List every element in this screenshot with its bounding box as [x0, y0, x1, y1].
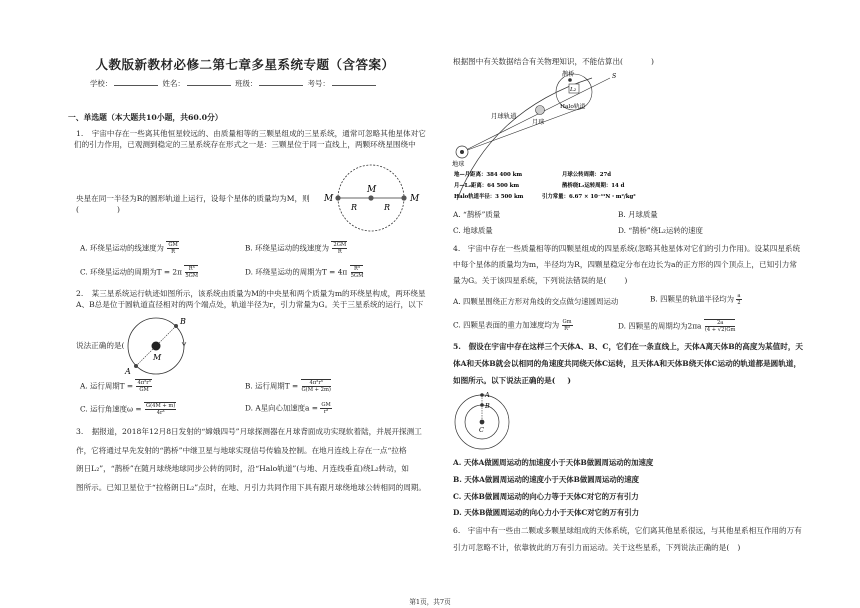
q2-label-a: A — [125, 367, 131, 376]
section-title: 一、单选题（本大题共10小题，共60.0分） — [68, 113, 223, 122]
q1-line3: 央星在同一半径为R的圆形轨道上运行，设每个星体的质量均为M，则( — [76, 194, 310, 214]
q5-number: 5. — [453, 342, 461, 351]
q3-data-1: 地—月距离：384 400 km — [454, 172, 523, 178]
q1-option-b[interactable] — [245, 241, 347, 255]
q3-line5-wrap — [453, 56, 654, 67]
q1-a-num: GM — [168, 242, 178, 248]
q4-option-b-text: B. 四颗星的轨道半径均为 — [650, 294, 735, 304]
q3-line2: 作，它将通过早先发射的“鹊桥”中继卫星与地球实现信号传输及控制。在地月连线上存在一点“拉格 — [76, 445, 407, 455]
question-5 — [453, 338, 823, 389]
question-3 — [76, 423, 444, 497]
q3-data-3: 月—L₂距离：64 500 km — [454, 183, 520, 189]
class-blank[interactable] — [259, 79, 303, 86]
q1-line2: 们的引力作用，已观测到稳定的三星系统存在形式之一是：三颗星位于同一直线上，两颗环绕星围绕中 — [74, 140, 416, 149]
q3-option-a[interactable]: A. “鹊桥”质量 — [453, 210, 501, 219]
q1-option-c-text: C. 环绕星运动的周期为T = 2π — [80, 267, 182, 277]
q2-c-den: 4r³ — [156, 410, 165, 416]
q3-moon — [536, 106, 545, 115]
q3-line5: 根据图中有关数据结合有关物理知识，不能估算出( — [453, 57, 624, 66]
q4-option-a[interactable]: A. 四颗星围绕正方形对角线的交点做匀速圆周运动 — [453, 297, 619, 306]
q5-option-c[interactable]: C. 天体B做圆周运动的向心力等于天体C对它的万有引力 — [453, 492, 639, 501]
name-label: 姓名： — [162, 79, 185, 88]
q5-label-a: A — [485, 391, 490, 399]
q5-figure — [454, 388, 514, 452]
q6-paren-close: ) — [737, 543, 741, 552]
q2-option-d[interactable] — [245, 402, 332, 415]
q5-label-c: C — [479, 426, 484, 434]
page-title: 人教版新教材必修二第七章多星系统专题（含答案） — [95, 57, 395, 72]
q3-label-s: S — [612, 73, 617, 80]
q1-line3-wrap — [76, 193, 336, 215]
q4-line1: 宇宙中存在一些质量相等的四颗星组成的四星系统(忽略其他星体对它们的引力作用)。设某四星系统 — [467, 244, 801, 253]
q6-line2: 引力可忽略不计，依靠彼此的万有引力而运动。关于这些星系，下列说法正确的是( — [453, 543, 730, 552]
q2-b-num: 4π²r³ — [302, 380, 331, 387]
q2-c-num: G(4M + m) — [145, 403, 176, 409]
q3-data-6: 引力常量：6.67 × 10⁻¹¹N・m²/kg² — [542, 194, 636, 200]
question-1 — [76, 128, 436, 150]
q4-option-b[interactable] — [650, 293, 742, 306]
q3-moon-orbit — [457, 78, 592, 200]
q2-b-den: G(M + 2m) — [301, 387, 331, 393]
q4-d-num: 2a — [705, 320, 736, 327]
q5-line2: 体A和天体B就会以相同的角速度共同绕天体C运转，且天体A和天体B绕天体C运动的轨道都是圆轨道， — [453, 359, 802, 368]
q1-number: 1. — [76, 129, 84, 138]
q2-star-a — [134, 364, 138, 368]
q2-d-num: GM — [321, 402, 331, 408]
q3-label-queqiao: 鹊桥 — [562, 71, 575, 78]
school-label: 学校： — [90, 79, 113, 88]
q1-option-a[interactable] — [80, 241, 179, 255]
q1-d-den: 5GM — [350, 273, 364, 279]
q2-option-b-text: B. 运行周期T = — [245, 381, 299, 391]
q3-option-b[interactable]: B. 月球质量 — [618, 210, 658, 219]
q5-option-d[interactable]: D. 天体B做圆周运动的向心力小于天体C对它的万有引力 — [453, 508, 640, 517]
q1-a-den: R — [171, 249, 175, 255]
exam-no-label: 考号： — [307, 79, 330, 88]
q2-center-star — [152, 342, 161, 351]
q3-line1: 据报道，2018年12月8日发射的“嫦娥四号”月球探测器在月球背面成功实现软着陆，并展开探测工 — [91, 427, 422, 436]
q1-d-num: R³ — [351, 266, 364, 273]
q6-number: 6. — [453, 526, 461, 535]
q2-a-num: 4π²r³ — [137, 380, 151, 386]
q2-label-m: M — [153, 353, 162, 362]
q3-queqiao-sat — [568, 78, 572, 82]
q1-label-m-left: M — [324, 194, 334, 204]
student-info — [90, 78, 410, 89]
q4-d-den: (4 + √2)Gm — [704, 327, 736, 333]
q6-line1: 宇宙中有一些由二颗或多颗星球组成的天体系统，它们离其他星系很远，与其他星系相互作用的万有 — [467, 526, 802, 535]
q1-option-d-text: D. 环绕星运动的周期为T = 4π — [245, 267, 348, 277]
q1-option-c[interactable] — [80, 265, 198, 279]
q3-data-4: 鹊桥绕L₂运转周期：14 d — [562, 183, 625, 189]
q1-option-d[interactable] — [245, 265, 363, 279]
q5-body-c — [480, 420, 485, 425]
q5-body-a — [480, 393, 484, 397]
q4-b-num: a — [737, 293, 741, 299]
q2-line3: 说法正确的是( — [76, 341, 125, 350]
school-blank[interactable] — [114, 79, 158, 86]
q5-option-a[interactable]: A. 天体A做圆周运动的加速度小于天体B做圆周运动的加速度 — [453, 458, 654, 467]
exam-no-blank[interactable] — [332, 79, 376, 86]
name-blank[interactable] — [187, 79, 231, 86]
q1-star-left — [335, 195, 340, 200]
q3-earth-moon-line — [462, 107, 584, 152]
q3-line3: 朗日L₂”，“鹊桥”在随月球绕地球同步公转的同时，沿“Halo轨道”(与地、月连线垂直)绕L₂转动，如 — [76, 464, 410, 473]
q3-data-2: 月球公转周期：27d — [562, 172, 612, 178]
q4-line2: 中每个星体的质量均为m，半径均为R，四颗星稳定分布在边长为a的正方形的四个顶点上，已知引力常 — [453, 260, 797, 269]
q4-number: 4. — [453, 244, 461, 253]
q5-line3: 如图所示。以下说法正确的是( — [453, 376, 556, 385]
q3-earth-l2-line — [462, 78, 610, 152]
q3-label-moon-orbit: 月球轨道 — [491, 112, 517, 120]
q3-label-halo: Halo轨道 — [560, 104, 586, 110]
q1-c-num: R³ — [185, 266, 198, 273]
q5-label-b: B — [485, 402, 490, 410]
q1-option-a-text: A. 环绕星运动的线速度为 — [80, 243, 164, 253]
q3-paren-close: ) — [651, 57, 654, 66]
q4-option-c-text: C. 四颗星表面的重力加速度均为 — [453, 320, 560, 330]
q2-option-d-text: D. A星向心加速度a = — [245, 403, 318, 413]
q3-label-l2: L₂ — [570, 87, 577, 93]
q3-line4: 图所示。已知卫星位于“拉格朗日L₂”点时，在地、月引力共同作用下具有跟月球绕地球公转相同的周期。 — [76, 482, 426, 492]
q1-star-right — [401, 195, 406, 200]
page-footer: 第1页，共7页 — [409, 598, 451, 606]
q1-label-m-right: M — [410, 194, 420, 204]
q5-option-b[interactable]: B. 天体A做圆周运动的速度小于天体B做圆周运动的速度 — [453, 475, 639, 484]
q5-line1: 假设在宇宙中存在这样三个天体A、B、C，它们在一条直线上，天体A离天体B的高度为某值时，天 — [468, 342, 804, 351]
q4-option-d-text: D. 四颗星的周期均为2πa — [618, 321, 702, 331]
q2-star-b — [174, 324, 178, 328]
q2-a-den: GM — [139, 387, 149, 393]
q2-line1: 某三星系统运行轨迹如图所示，该系统由质量为M的中央星和两个质量为m的环绕星构成，两环绕星 — [91, 289, 426, 298]
q2-label-b: B — [180, 317, 186, 326]
q3-label-earth: 地球 — [452, 161, 465, 168]
q1-figure — [318, 162, 428, 232]
q4-b-den: 2 — [737, 300, 741, 306]
q4-line3: 量为G。关于该四星系统，下列说法错误的是( — [453, 276, 607, 285]
q5-paren-close: ) — [567, 376, 571, 385]
q2-option-c[interactable] — [80, 402, 176, 416]
q1-b-num: 2GM — [333, 242, 347, 248]
q1-b-den: R — [337, 249, 342, 255]
q3-figure — [452, 70, 652, 206]
q4-option-d[interactable] — [618, 319, 735, 333]
q4-c-num: Gm — [562, 319, 572, 325]
q1-paren-close: ) — [116, 205, 120, 214]
q2-figure — [120, 312, 194, 380]
q3-number: 3. — [76, 427, 84, 436]
q4-option-c[interactable] — [453, 319, 573, 332]
q1-star-center — [368, 195, 373, 200]
q2-option-a-text: A. 运行周期T = — [80, 381, 134, 391]
q2-option-b[interactable] — [245, 379, 331, 393]
class-label: 班级： — [235, 79, 258, 88]
q2-number: 2. — [76, 289, 84, 298]
q3-data-5: Halo轨道半径：3 500 km — [454, 194, 524, 200]
q1-c-den: 5GM — [185, 273, 199, 279]
q3-option-d[interactable]: D. “鹊桥”绕L₂运转的速度 — [618, 226, 703, 235]
q1-label-r-right: R — [384, 203, 391, 212]
q1-label-m-center: M — [367, 185, 377, 195]
q3-option-c[interactable]: C. 地球质量 — [453, 226, 493, 235]
q2-line2: A、B总是位于圆轨道直径相对的两个端点处，轨道半径为r，引力常量为G。关于三星系统的运行，以下 — [76, 300, 424, 309]
q1-label-r-left: R — [351, 203, 358, 212]
q3-label-moon: 月球 — [532, 119, 545, 126]
question-2 — [76, 288, 441, 310]
question-6 — [453, 522, 825, 556]
q1-line1: 宇宙中存在一些离其他恒星较远的、由质量相等的三颗星组成的三星系统，通常可忽略其他星体对它 — [91, 129, 426, 138]
q2-option-c-text: C. 运行角速度ω = — [80, 404, 142, 414]
q4-paren-close: ) — [624, 276, 628, 285]
q5-body-b — [480, 403, 484, 407]
q2-d-den: r² — [323, 409, 329, 415]
q2-option-a[interactable] — [80, 379, 152, 393]
q3-earth-core — [460, 150, 464, 154]
q4-c-den: R² — [564, 326, 571, 332]
q1-option-b-text: B. 环绕星运动的线速度为 — [245, 243, 330, 253]
question-4 — [453, 241, 823, 289]
